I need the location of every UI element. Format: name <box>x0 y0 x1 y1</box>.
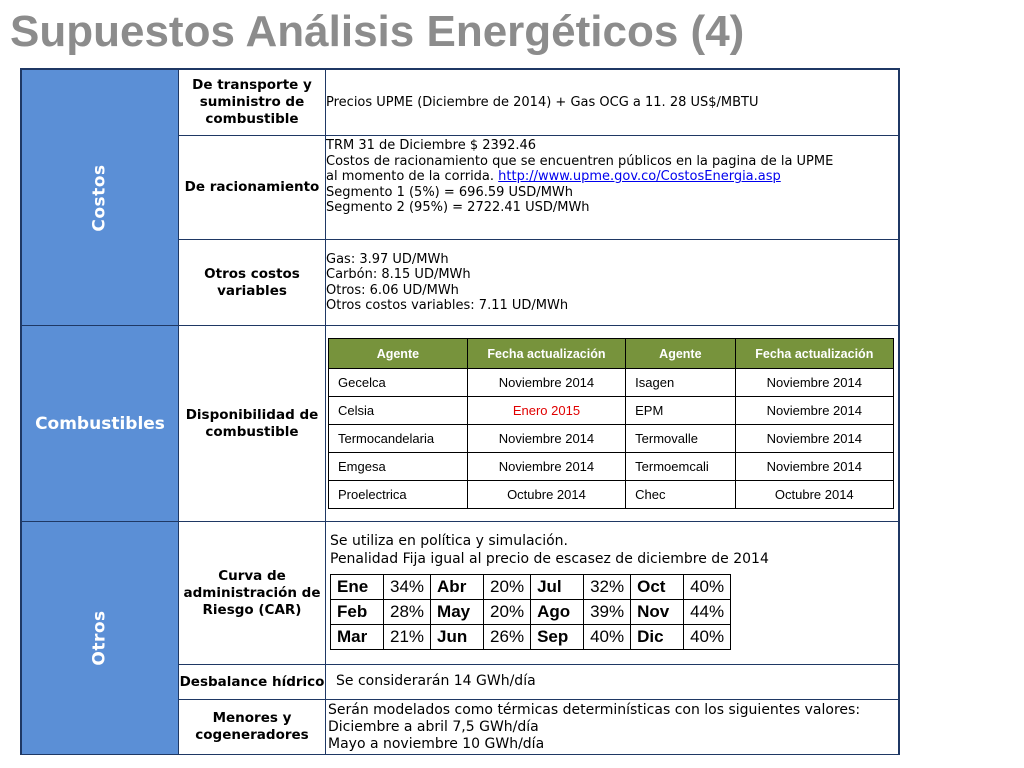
month-label: Sep <box>531 625 584 650</box>
fuel-date: Noviembre 2014 <box>735 369 893 397</box>
table-row <box>329 369 894 397</box>
transport-label: De transporte y suministro de combustible <box>179 70 326 136</box>
rationing-costs-text: Costos de racionamiento que se encuentren públicos en la pagina de la UPME <box>326 153 834 169</box>
fuel-agent: Proelectrica <box>329 481 468 509</box>
rationing-link-line <box>326 169 898 185</box>
month-label: Jun <box>431 625 484 650</box>
car-penalty-text: Penalidad Fija igual al precio de escasez de diciembre de 2014 <box>330 551 769 567</box>
category-combustibles <box>22 326 179 522</box>
category-otros-label: Otros <box>89 610 110 666</box>
rationing-link-prefix: al momento de la corrida. <box>326 169 499 184</box>
rationing-label: De racionamiento <box>179 136 326 240</box>
assumptions-table <box>20 68 900 755</box>
fuel-date: Noviembre 2014 <box>735 425 893 453</box>
fuel-agent: Isagen <box>626 369 735 397</box>
category-combustibles-label: Combustibles <box>35 413 165 434</box>
month-label: Dic <box>631 625 684 650</box>
fuel-date: Noviembre 2014 <box>467 369 625 397</box>
table-row <box>329 425 894 453</box>
fuel-date-highlighted: Enero 2015 <box>467 397 625 425</box>
month-value: 40% <box>684 625 731 650</box>
other-costs-others: Otros: 6.06 UD/MWh <box>326 282 459 298</box>
table-row <box>329 397 894 425</box>
table-row <box>331 600 731 625</box>
month-value: 28% <box>384 600 431 625</box>
category-costos-label: Costos <box>89 163 110 232</box>
month-value: 39% <box>584 600 631 625</box>
month-value: 34% <box>384 575 431 600</box>
month-label: May <box>431 600 484 625</box>
other-costs-coal: Carbón: 8.15 UD/MWh <box>326 267 471 282</box>
transport-text: Precios UPME (Diciembre de 2014) + Gas OCG a 11. 28 US$/MBTU <box>326 94 759 110</box>
table-row <box>329 481 894 509</box>
small-cogenerators-line: Serán modelados como térmicas determinísticas con los siguientes valores: <box>328 701 861 718</box>
fuel-agent: Chec <box>626 481 735 509</box>
small-cogenerators-content <box>326 700 899 755</box>
month-label: Abr <box>431 575 484 600</box>
small-cogenerators-label: Menores y cogeneradores <box>179 700 326 755</box>
month-label: Mar <box>331 625 384 650</box>
fuel-agent: Termovalle <box>626 425 735 453</box>
fuel-agent: Termocandelaria <box>329 425 468 453</box>
fuel-availability-label: Disponibilidad de combustible <box>179 326 326 522</box>
table-row <box>329 453 894 481</box>
rationing-segment-2: Segmento 2 (95%) = 2722.41 USD/MWh <box>326 200 590 215</box>
fuel-header-date-1: Fecha actualización <box>467 339 625 369</box>
slide-title: Supuestos Análisis Energéticos (4) <box>10 7 745 56</box>
month-label: Jul <box>531 575 584 600</box>
car-content <box>326 522 899 665</box>
other-costs-content <box>326 240 899 326</box>
fuel-agent: Celsia <box>329 397 468 425</box>
upme-link[interactable]: http://www.upme.gov.co/CostosEnergia.asp <box>498 169 781 184</box>
other-costs-label: Otros costos variables <box>179 240 326 326</box>
rationing-content <box>326 136 899 240</box>
month-label: Feb <box>331 600 384 625</box>
fuel-agent: Gecelca <box>329 369 468 397</box>
month-value: 32% <box>584 575 631 600</box>
month-label: Nov <box>631 600 684 625</box>
small-cogenerators-line: Mayo a noviembre 10 GWh/día <box>328 735 545 752</box>
other-costs-gas: Gas: 3.97 UD/MWh <box>326 251 449 267</box>
fuel-header-agent-1: Agente <box>329 339 468 369</box>
car-label: Curva de administración de Riesgo (CAR) <box>179 522 326 665</box>
table-row <box>331 575 731 600</box>
car-usage-text: Se utiliza en política y simulación. <box>330 533 569 549</box>
fuel-availability-content <box>326 326 899 522</box>
fuel-table <box>328 338 894 509</box>
table-row <box>331 625 731 650</box>
month-value: 26% <box>484 625 531 650</box>
month-value: 20% <box>484 600 531 625</box>
fuel-date: Octubre 2014 <box>467 481 625 509</box>
month-label: Ago <box>531 600 584 625</box>
other-costs-variable: Otros costos variables: 7.11 UD/MWh <box>326 298 569 313</box>
category-costos <box>22 70 179 326</box>
fuel-date: Noviembre 2014 <box>467 425 625 453</box>
small-cogenerators-line: Diciembre a abril 7,5 GWh/día <box>328 718 539 735</box>
month-value: 40% <box>584 625 631 650</box>
water-imbalance-text: Se considerarán 14 GWh/día <box>336 673 536 690</box>
fuel-date: Noviembre 2014 <box>467 453 625 481</box>
rationing-trm: TRM 31 de Diciembre $ 2392.46 <box>326 138 537 153</box>
water-imbalance-content <box>326 665 899 700</box>
fuel-date: Noviembre 2014 <box>735 453 893 481</box>
transport-content <box>326 70 899 136</box>
month-value: 21% <box>384 625 431 650</box>
month-value: 20% <box>484 575 531 600</box>
fuel-agent: EPM <box>626 397 735 425</box>
month-label: Ene <box>331 575 384 600</box>
fuel-agent: Emgesa <box>329 453 468 481</box>
water-imbalance-label: Desbalance hídrico <box>179 665 326 700</box>
car-months-table <box>330 574 731 650</box>
month-value: 44% <box>684 600 731 625</box>
category-otros <box>22 522 179 755</box>
month-value: 40% <box>684 575 731 600</box>
fuel-date: Octubre 2014 <box>735 481 893 509</box>
rationing-segment-1: Segmento 1 (5%) = 696.59 USD/MWh <box>326 184 573 200</box>
month-label: Oct <box>631 575 684 600</box>
fuel-header-date-2: Fecha actualización <box>735 339 893 369</box>
fuel-agent: Termoemcali <box>626 453 735 481</box>
fuel-date: Noviembre 2014 <box>735 397 893 425</box>
fuel-header-agent-2: Agente <box>626 339 735 369</box>
